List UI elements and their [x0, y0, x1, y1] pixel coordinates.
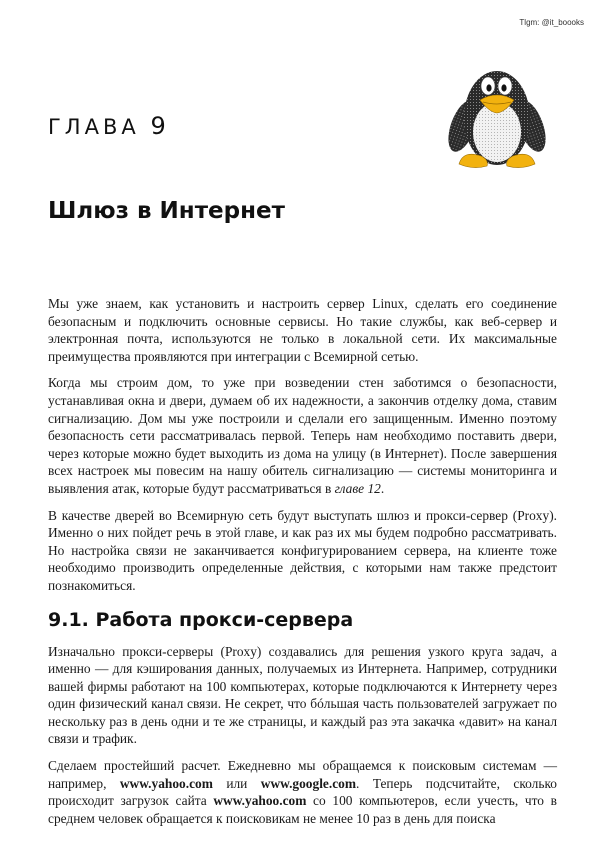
paragraph-proxy-history: Изначально прокси-серверы (Proxy) создавались для решения узкого круга задач, а именно — для кэширования данных, получаемых из Интернета. Например, сотрудники вашей фирмы работают на 100 компьютерах, которые подключаются к Интернету через один физический канал связи. Не секрет, что бóльшая часть пользователей загружает по нескольку раз в день одни и те же страницы, и каждый раз эта закачка «давит» на канал связи и трафик.	[48, 643, 557, 747]
chapter-label	[48, 112, 166, 140]
calc-text-b: или	[212, 775, 261, 791]
tux-penguin-illustration	[437, 60, 557, 172]
paragraph-house-analogy-text: Когда мы строим дом, то уже при возведении стен заботимся о безопасности, устанавливая окна и двери, думаем об их надежности, а закончив отделку дома, ставим сигнализацию. Дом мы уже построили и сделали его защищенным. Именно поэтому безопасность сети рассматривалась первой. Теперь нам необходимо поставить двери, через которые можно будет выходить из дома на улицу (в Интернет). После завершения всех настроек мы повесим на нашу обитель сигнализацию — системы мониторинга и выявления атак, которые будут рассматриваться в	[48, 375, 557, 496]
paragraph-house-analogy	[48, 374, 557, 497]
site-yahoo-2: www.yahoo.com	[213, 793, 307, 809]
section-title: 9.1. Работа прокси-сервера	[48, 608, 354, 631]
site-yahoo: www.yahoo.com	[119, 775, 213, 791]
chapter-title: Шлюз в Интернет	[48, 198, 285, 224]
calc-text-a: Сделаем простейший расчет. Ежедневно мы обращаемся к поисковым системам — например,	[48, 758, 557, 791]
chapter-label-word: ГЛАВА	[48, 115, 140, 139]
chapter-12-reference: главе 12	[334, 480, 381, 496]
paragraph-gateway-proxy: В качестве дверей во Всемирную сеть будут выступать шлюз и прокси-сервер (Proxy). Именно о них пойдет речь в этой главе, и как раз их мы будем подробно рассматривать. Но настройка связи не заканчивается конфигурированием сервера, на клиенте тоже необходимо производить определенные действия, с которыми нам также предстоит познакомиться.	[48, 507, 557, 593]
paragraph-calculation	[48, 757, 557, 827]
calc-text-d: со 100 компьютеров, если учесть, что в среднем человек обращается к поисковикам не менее 10 раз в день для поиска	[48, 793, 557, 826]
site-google: www.google.com	[260, 775, 357, 791]
chapter-body	[48, 295, 557, 836]
paragraph-end-punct: .	[380, 480, 385, 496]
watermark: Tlgm: @it_boooks	[519, 18, 584, 27]
chapter-number: 9	[150, 112, 166, 140]
calc-text-c: . Теперь подсчитайте, сколько происходит загрузок сайта	[48, 775, 557, 809]
paragraph-intro: Мы уже знаем, как установить и настроить сервер Linux, сделать его соединение безопасным и подключить основные сервисы. Но такие службы, как веб-сервер и электронная почта, используются не только в локальной сети. Их максимальные преимущества проявляются при интеграции с Всемирной сетью.	[48, 296, 557, 364]
